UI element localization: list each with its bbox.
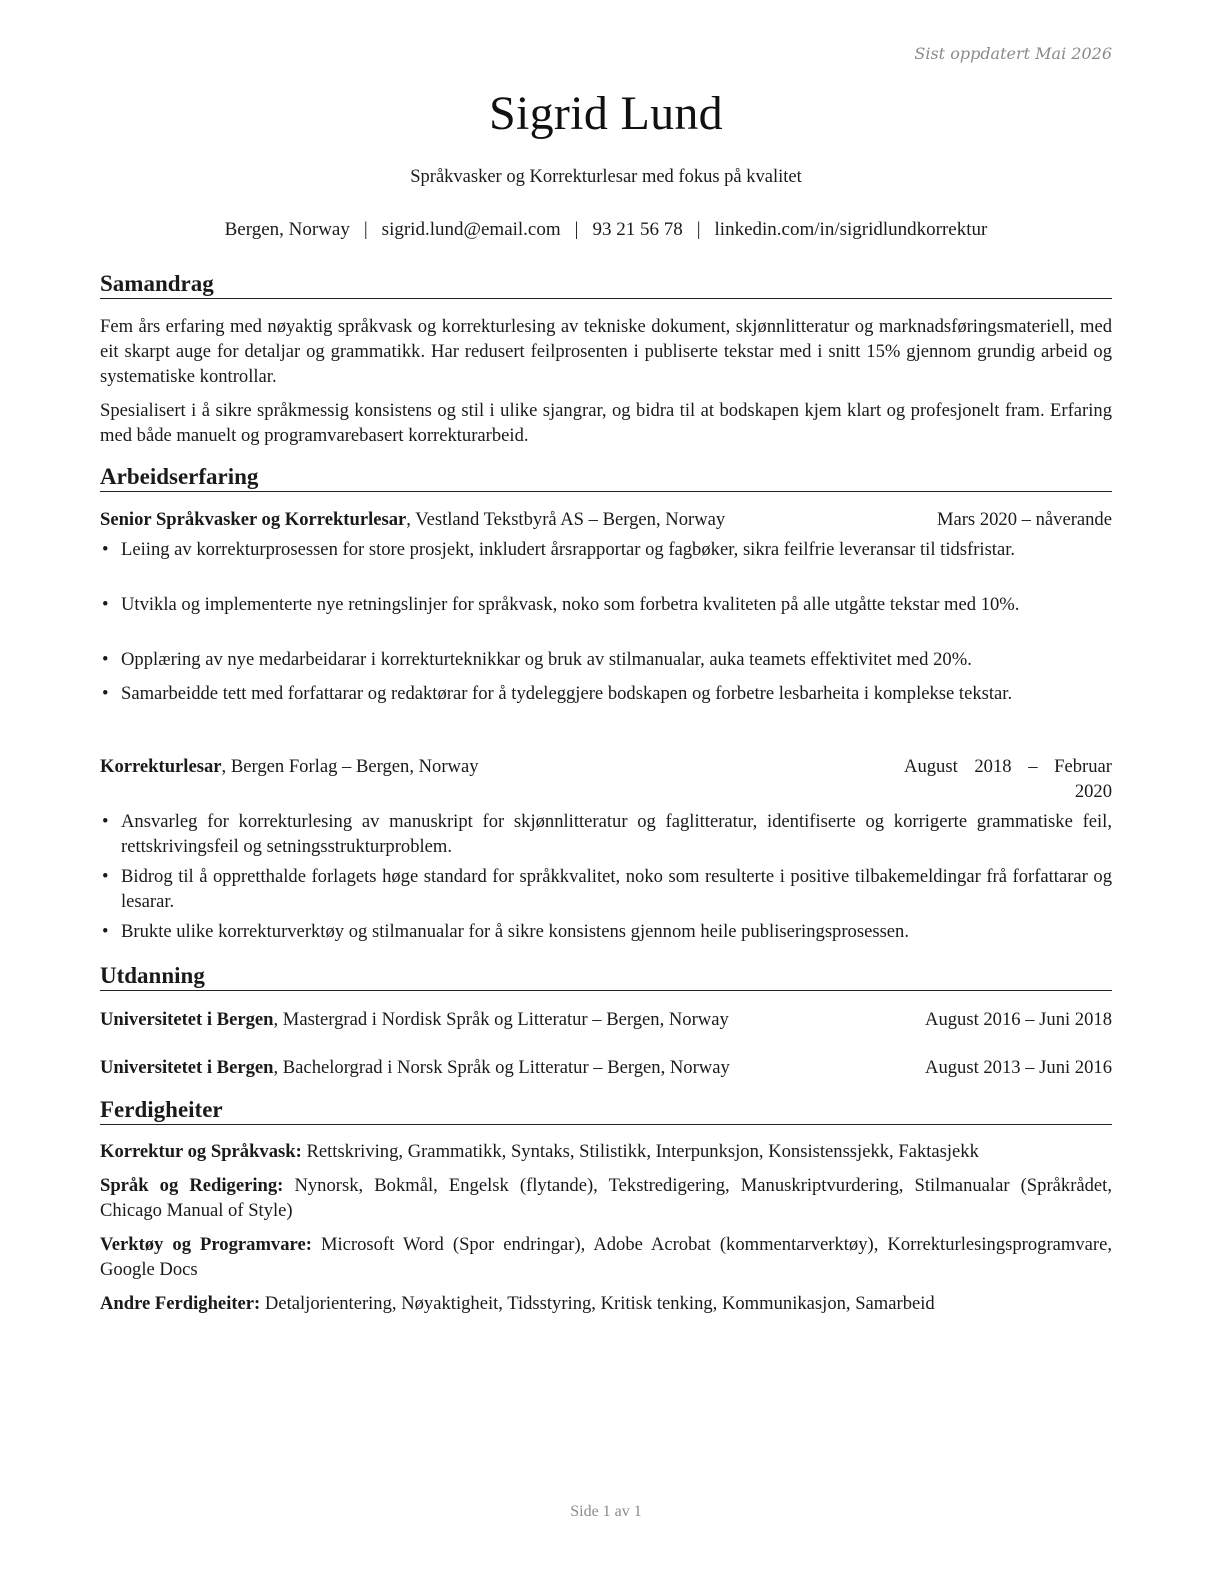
skill-line: Andre Ferdigheiter: Detaljorientering, Nøyaktigheit, Tidsstyring, Kritisk tenking, Kommunikasjon, Samarbeid (100, 1293, 935, 1314)
contact-line (100, 219, 1112, 241)
summary-paragraph-2: Spesialisert i å sikre språkmessig konsistens og stil i ulike sjangrar, og bidra til at bodskapen kjem klart og profesjonelt fram. Erfaring med både manuelt og programvarebasert korrekturarbeid. (100, 400, 1112, 446)
contact-phone: 93 21 56 78 (592, 219, 683, 240)
job-bullet: • Leiing av korrekturprosessen for store prosjekt, inkludert årsrapportar og fagbøker, sikra feilfrie leveransar til tidsfristar. (102, 539, 1016, 560)
education-school: Universitetet i Bergen (100, 1009, 274, 1030)
education-school: Universitetet i Bergen (100, 1057, 274, 1078)
education-degree: , Bachelorgrad i Norsk Språk og Litteratur – Bergen, Norway (273, 1057, 730, 1078)
contact-email[interactable]: sigrid.lund@email.com (381, 219, 561, 240)
job-role: Senior Språkvasker og Korrekturlesar (100, 509, 407, 530)
education-dates: August 2016 – Juni 2018 (925, 1009, 1112, 1030)
job-bullet: • Bidrog til å oppretthalde forlagets høge standard for språkkvalitet, noko som resulterte i positive tilbakemeldingar frå forfattarar og lesarar. (102, 866, 1112, 912)
last-updated: Sist oppdatert Mai 2026 (914, 44, 1112, 63)
job-bullet: • Brukte ulike korrekturverktøy og stilmanualar for å sikre konsistens gjennom heile publiseringsprosessen. (102, 921, 910, 942)
person-name: Sigrid Lund (489, 87, 723, 140)
bullet-icon: • (102, 539, 109, 560)
bullet-icon: • (102, 683, 109, 704)
bullet-icon: • (102, 921, 109, 942)
bullet-icon: • (102, 811, 109, 832)
job-org: , Bergen Forlag – Bergen, Norway (221, 756, 479, 777)
job-dates: Mars 2020 – nåverande (936, 509, 1112, 530)
summary-paragraph-1: Fem års erfaring med nøyaktig språkvask og korrekturlesing av tekniske dokument, skjønnlitteratur og marknadsføringsmateriell, med eit skarpt auge for detaljar og grammatikk. Har redusert feilprosenten i publiserte tekstar med i snitt 15% gjennom grundig arbeid og systematiske kontrollar. (100, 316, 1112, 387)
bullet-icon: • (102, 866, 109, 887)
job-org: , Vestland Tekstbyrå AS – Bergen, Norway (406, 509, 726, 530)
job-role: Korrekturlesar (100, 756, 222, 777)
job-bullet: • Ansvarleg for korrekturlesing av manuskript for skjønnlitteratur og faglitteratur, identifiserte og korrigerte grammatiske feil, rettskrivingsfeil og setningsstrukturproblem. (102, 811, 1112, 857)
skill-line: Språk og Redigering: Nynorsk, Bokmål, Engelsk (flytande), Tekstredigering, Manuskriptvurdering, Stilmanualar (Språkrådet, Chicago Manual of Style) (100, 1175, 1112, 1221)
contact-separator: | (363, 219, 368, 240)
section-title-experience: Arbeidserfaring (100, 463, 1112, 492)
job-dates: August 2018 – Februar 2020 (904, 756, 1112, 802)
education-dates: August 2013 – Juni 2016 (925, 1057, 1112, 1078)
education-degree: , Mastergrad i Nordisk Språk og Litteratur – Bergen, Norway (273, 1009, 729, 1030)
section-title-summary: Samandrag (100, 270, 1112, 299)
skill-line: Korrektur og Språkvask: Rettskriving, Grammatikk, Syntaks, Stilistikk, Interpunksjon, Konsistenssjekk, Faktasjekk (100, 1141, 979, 1162)
page-number: Side 1 av 1 (570, 1503, 642, 1520)
contact-linkedin[interactable]: linkedin.com/in/sigridlundkorrektur (714, 219, 988, 240)
bullet-icon: • (102, 594, 109, 615)
contact-separator: | (574, 219, 579, 240)
section-title-skills: Ferdigheiter (100, 1096, 1112, 1125)
contact-location: Bergen, Norway (224, 219, 350, 240)
contact-separator: | (696, 219, 701, 240)
tagline: Språkvasker og Korrekturlesar med fokus på kvalitet (410, 167, 802, 187)
resume-page (100, 0, 1112, 1584)
job-bullet: • Samarbeidde tett med forfattarar og redaktørar for å tydeleggjere bodskapen og forbetre lesbarheita i komplekse tekstar. (102, 683, 1013, 704)
job-bullet: • Utvikla og implementerte nye retningslinjer for språkvask, noko som forbetra kvaliteten på alle utgåtte tekstar med 10%. (102, 594, 1020, 615)
skill-line: Verktøy og Programvare: Microsoft Word (Spor endringar), Adobe Acrobat (kommentarverktøy), Korrekturlesingsprogramvare, Google Docs (100, 1234, 1112, 1280)
section-title-education: Utdanning (100, 962, 1112, 991)
bullet-icon: • (102, 649, 109, 670)
job-bullet: • Opplæring av nye medarbeidarar i korrekturteknikkar og bruk av stilmanualar, auka teamets effektivitet med 20%. (102, 649, 972, 670)
